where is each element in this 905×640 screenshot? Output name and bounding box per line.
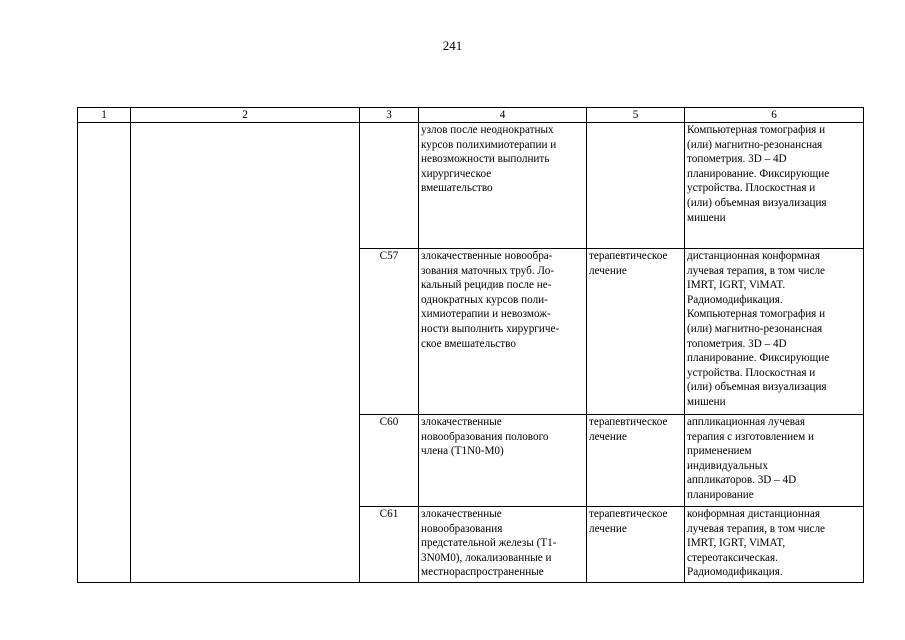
cell-treatment: терапевтическое лечение [587,415,685,507]
cell-method: конформная дистанционная лучевая терапия, в том числе IMRT, IGRT, ViMAT, стереотаксическая. Радиомодификация. [685,507,864,583]
cell-code [360,123,419,249]
column-header-4: 4 [419,108,587,123]
cell-treatment: терапевтическое лечение [587,249,685,415]
column-header-1: 1 [78,108,131,123]
cell-diagnosis: злокачественные новообразования полового члена (T1N0-M0) [419,415,587,507]
cell-code: С57 [360,249,419,415]
header-row [78,108,864,123]
column-header-6: 6 [685,108,864,123]
cell-method: Компьютерная томография и (или) магнитно-резонансная топометрия. 3D – 4D планирование. Фиксирующие устройства. Плоскостная и (или) объемная визуализация мишени [685,123,864,249]
column-header-2: 2 [131,108,360,123]
cell-col1 [78,123,131,583]
cell-diagnosis: злокачественные новообра- зования маточных труб. Ло- кальный рецидив после не- однократных курсов поли- химиотерапии и невозмож- ности выполнить хирургиче- ское вмешательство [419,249,587,415]
cell-treatment: терапевтическое лечение [587,507,685,583]
cell-code: С60 [360,415,419,507]
page-number: 241 [442,38,463,53]
treatment-table [77,107,864,583]
table-row [78,123,864,249]
cell-diagnosis: узлов после неоднократных курсов полихимиотерапии и невозможности выполнить хирургическое вмешательство [419,123,587,249]
cell-col2 [131,123,360,583]
cell-diagnosis: злокачественные новообразования предстательной железы (Т1- 3N0M0), локализованные и местнораспространенные [419,507,587,583]
cell-method: аппликационная лучевая терапия с изготовлением и применением индивидуальных аппликаторов. 3D – 4D планирование [685,415,864,507]
cell-method: дистанционная конформная лучевая терапия, в том числе IMRT, IGRT, ViMAT. Радиомодификация. Компьютерная томография и (или) магнитно-резонансная топометрия. 3D – 4D планирование. Фиксирующие устройства. Плоскостная и (или) объемная визуализация мишени [685,249,864,415]
column-header-3: 3 [360,108,419,123]
cell-code: С61 [360,507,419,583]
column-header-5: 5 [587,108,685,123]
cell-treatment [587,123,685,249]
